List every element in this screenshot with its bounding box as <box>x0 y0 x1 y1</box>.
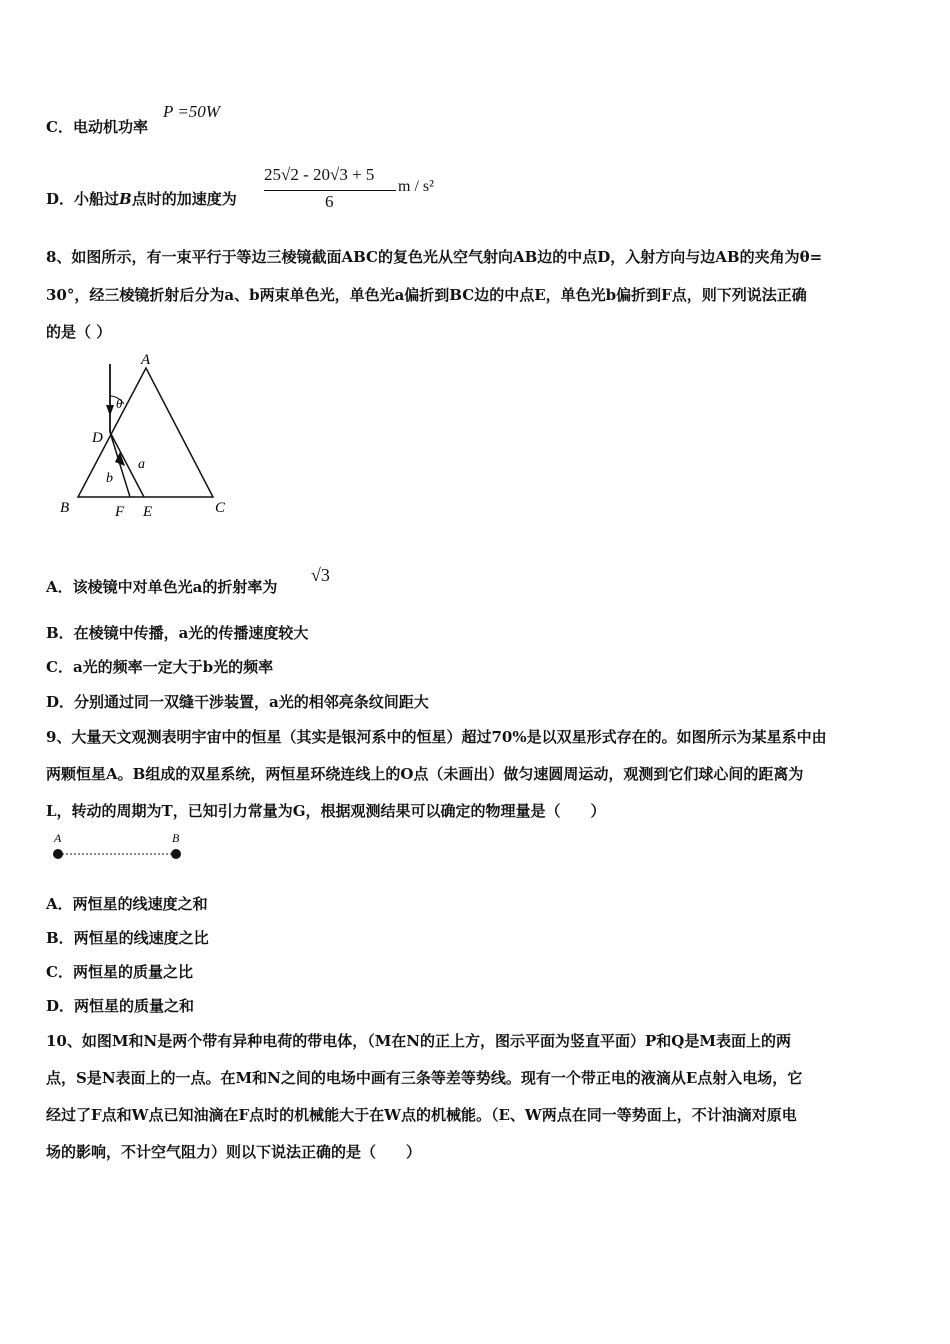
q7-option-d-denominator: 6 <box>325 192 334 211</box>
incident-arrow-icon <box>106 405 114 416</box>
q10-stem-line2: 点，S是N表面上的一点。在M和N之间的电场中画有三条等差等势线。现有一个带正电的液滴从E点射入电场，它 <box>46 1069 803 1087</box>
q7-option-d-label: D．小船过 <box>46 190 120 208</box>
fraction-bar <box>264 190 396 191</box>
label-e-point: E <box>143 504 153 520</box>
label-a-vertex: A <box>141 352 151 368</box>
q9-stem-line3: L，转动的周期为T，已知引力常量为G，根据观测结果可以确定的物理量是（ ） <box>46 802 606 820</box>
q8-stem-line2: 30°，经三棱镜折射后分为a、b两束单色光，单色光a偏折到BC边的中点E，单色光b偏折到F点，则下列说法正确 <box>46 286 807 304</box>
q9-option-b: B．两恒星的线速度之比 <box>46 929 209 947</box>
q8-option-a: A．该棱镜中对单色光a的折射率为 <box>46 578 278 596</box>
label-f-point: F <box>115 504 125 520</box>
label-b-vertex: B <box>60 500 70 516</box>
label-theta: θ <box>116 396 123 411</box>
label-star-b: B <box>172 831 180 845</box>
star-b-dot <box>171 849 181 859</box>
q8-stem-line1: 8、如图所示，有一束平行于等边三棱镜截面ABC的复色光从空气射向AB边的中点D，入射方向与边AB的夹角为θ= <box>46 248 823 266</box>
q8-option-c: C．a光的频率一定大于b光的频率 <box>46 658 274 676</box>
q9-stem-line2: 两颗恒星A。B组成的双星系统，两恒星环绕连线上的O点（未画出）做匀速圆周运动，观测到它们球心间的距离为 <box>46 765 804 783</box>
q9-stem-line1: 9、大量天文观测表明宇宙中的恒星（其实是银河系中的恒星）超过70%是以双星形式存在的。如图所示为某星系中由 <box>46 728 827 746</box>
star-a-dot <box>53 849 63 859</box>
q9-option-a: A．两恒星的线速度之和 <box>46 895 208 913</box>
q8-stem-line3: 的是（ ） <box>46 323 112 341</box>
q9-option-d: D．两恒星的质量之和 <box>46 997 195 1015</box>
q8-option-d: D．分别通过同一双缝干涉装置，a光的相邻亮条纹间距大 <box>46 693 429 711</box>
q8-option-a-value: √3 <box>311 565 330 585</box>
prism-diagram <box>52 350 237 525</box>
q10-stem-line1: 10、如图M和N是两个带有异种电荷的带电体，（M在N的正上方，图示平面为竖直平面）P和Q是M表面上的两 <box>46 1032 791 1050</box>
q7-option-d-label2: 点时的加速度为 <box>131 190 237 208</box>
label-c-vertex: C <box>215 500 226 516</box>
q7-option-c-formula: P =50W <box>163 102 220 121</box>
q10-stem-line4: 场的影响，不计空气阻力）则以下说法正确的是（ ） <box>46 1143 422 1161</box>
q7-option-d-unit: m / s² <box>398 178 434 195</box>
q8-option-b: B．在棱镜中传播，a光的传播速度较大 <box>46 624 309 642</box>
q7-option-d <box>46 188 237 209</box>
label-d-point: D <box>92 430 103 446</box>
label-ray-b: b <box>106 471 113 486</box>
label-star-a: A <box>54 831 62 845</box>
q7-option-c <box>46 116 148 137</box>
q9-option-c: C．两恒星的质量之比 <box>46 963 193 981</box>
label-ray-a: a <box>138 457 145 472</box>
q7-option-d-numerator: 25√2 - 20√3 + 5 <box>264 165 375 184</box>
q7-option-c-label: C．电动机功率 <box>46 118 148 136</box>
q7-option-d-var: B <box>119 190 132 208</box>
q10-stem-line3: 经过了F点和W点已知油滴在F点时的机械能大于在W点的机械能。（E、W两点在同一等势面上，不计油滴对原电 <box>46 1106 797 1124</box>
binary-star-diagram <box>46 828 196 868</box>
